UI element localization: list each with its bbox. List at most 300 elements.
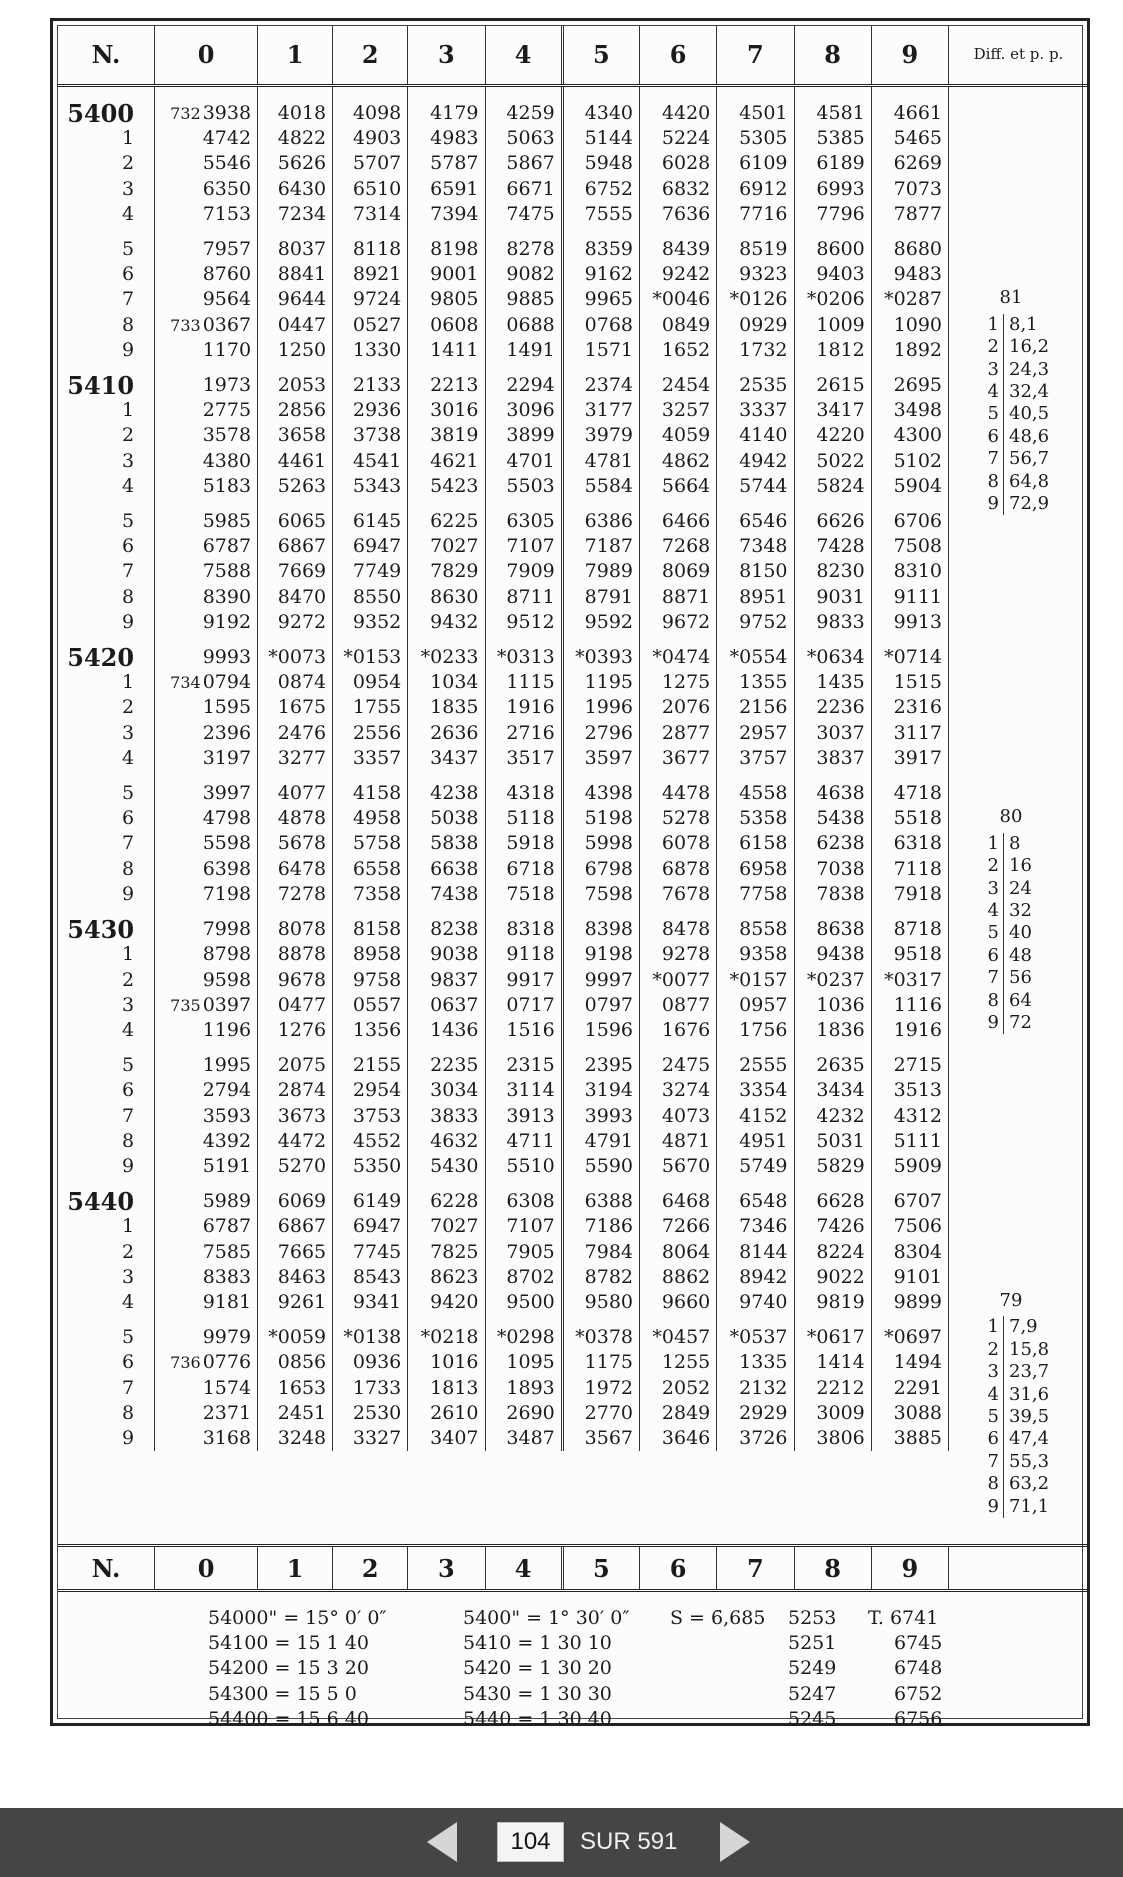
mantissa-value: 2690	[506, 1401, 555, 1424]
table-cell	[485, 1154, 562, 1179]
mantissa-value: 1916	[506, 696, 555, 719]
table-cell	[871, 1154, 948, 1179]
mantissa-value: 2535	[739, 374, 788, 397]
table-cell	[717, 499, 794, 534]
table-cell	[485, 831, 562, 856]
table-cell	[155, 86, 258, 127]
mantissa-value: 7598	[584, 882, 633, 905]
table-cell	[794, 1265, 871, 1290]
diff-cell	[949, 806, 1089, 1033]
table-cell	[258, 968, 333, 993]
table-cell	[333, 670, 408, 695]
mantissa-value: 1676	[661, 1018, 711, 1041]
table-cell	[640, 968, 717, 993]
diff-cell	[949, 1350, 1089, 1375]
table-cell	[408, 806, 485, 831]
diff-cell	[949, 313, 1089, 338]
table-cell	[485, 1129, 562, 1154]
row-number: 5	[121, 1326, 135, 1349]
table-cell	[485, 1018, 562, 1043]
mantissa-value: 7989	[584, 560, 633, 583]
table-cell	[333, 806, 408, 831]
mantissa-value: 7669	[277, 560, 327, 583]
diff-cell	[949, 151, 1089, 176]
table-cell	[794, 1043, 871, 1078]
mantissa-value: 5989	[202, 1190, 252, 1213]
table-cell	[640, 474, 717, 499]
table-cell	[562, 610, 639, 635]
mantissa-value: 0688	[506, 313, 555, 336]
mantissa-value: 3593	[202, 1104, 252, 1127]
mantissa-value: 6466	[661, 510, 711, 533]
mantissa-value: 3354	[739, 1079, 788, 1102]
mantissa-value: *0537	[729, 1326, 788, 1349]
table-cell	[794, 474, 871, 499]
table-cell	[562, 1426, 639, 1451]
table-cell	[717, 363, 794, 398]
table-cell	[155, 363, 258, 398]
mantissa-value: 8543	[352, 1265, 402, 1288]
table-cell	[258, 610, 333, 635]
page-number-input[interactable]	[497, 1822, 564, 1862]
mantissa-value: *0059	[268, 1326, 327, 1349]
table-cell	[485, 1290, 562, 1315]
mantissa-value: 1516	[506, 1018, 555, 1041]
mantissa-value: 5584	[584, 474, 633, 497]
mantissa-value: 0447	[277, 313, 327, 336]
mantissa-value: 5664	[661, 474, 711, 497]
mantissa-value: 5144	[584, 127, 633, 150]
table-cell	[485, 313, 562, 338]
row-number: 5410	[67, 371, 135, 401]
mantissa-value: 3407	[430, 1426, 479, 1449]
table-cell	[871, 86, 948, 127]
header-digit: 6	[640, 26, 717, 86]
mantissa-value: 8069	[661, 560, 711, 583]
mantissa-value: 3833	[430, 1104, 479, 1127]
table-cell	[155, 907, 258, 942]
table-cell	[258, 1214, 333, 1239]
table-cell	[794, 86, 871, 127]
table-cell	[562, 1350, 639, 1375]
row-number: 5400	[67, 99, 135, 128]
mantissa-value: 4878	[277, 807, 327, 830]
mantissa-value: *0073	[268, 646, 327, 669]
table-cell	[485, 499, 562, 534]
mantissa-value: 1275	[661, 671, 711, 694]
mantissa-value: 9082	[506, 263, 555, 286]
mantissa-value: 5118	[506, 807, 555, 830]
table-cell	[333, 313, 408, 338]
mantissa-value: 8383	[202, 1265, 252, 1288]
mantissa-value: 1034	[430, 671, 479, 694]
table-cell	[485, 363, 562, 398]
mantissa-value: 4300	[893, 424, 942, 447]
mantissa-value: 9805	[430, 288, 479, 311]
pp-index: 2	[981, 1339, 1004, 1361]
mantissa-value: 0929	[739, 313, 788, 336]
table-cell	[717, 1401, 794, 1426]
mantissa-value: 8439	[661, 238, 711, 261]
table-cell	[640, 449, 717, 474]
mantissa-value: 1733	[352, 1376, 402, 1399]
table-cell	[871, 423, 948, 448]
table-cell	[155, 1401, 258, 1426]
mantissa-value: 9997	[584, 968, 633, 991]
mantissa-value: 5438	[816, 807, 865, 830]
mantissa-value: 9837	[430, 968, 479, 991]
mantissa-value: 1916	[893, 1018, 942, 1041]
table-cell	[485, 1426, 562, 1451]
mantissa-value: 9580	[584, 1290, 633, 1313]
mantissa-value: 2715	[893, 1054, 942, 1077]
mantissa-value: 2716	[506, 721, 555, 744]
mantissa-value: 2451	[277, 1401, 327, 1424]
table-cell	[408, 177, 485, 202]
table-cell	[333, 746, 408, 771]
table-cell	[794, 202, 871, 227]
mantissa-value: 9724	[352, 288, 402, 311]
mantissa-value: 3114	[506, 1079, 555, 1102]
table-cell	[333, 177, 408, 202]
pp-row	[981, 1473, 1071, 1495]
table-cell	[871, 287, 948, 312]
table-cell	[562, 1240, 639, 1265]
table-cell	[794, 1179, 871, 1214]
row-number: 5	[121, 782, 135, 805]
mantissa-value: 2291	[893, 1376, 942, 1399]
row-number: 8	[121, 857, 135, 880]
table-cell	[794, 534, 871, 559]
mantissa-value: 6912	[739, 177, 788, 200]
mantissa-value: 4552	[352, 1129, 402, 1152]
table-row	[58, 635, 1088, 670]
mantissa-value: 9833	[816, 610, 865, 633]
table-cell	[717, 771, 794, 806]
mantissa-value: 3819	[430, 424, 479, 447]
table-cell	[155, 771, 258, 806]
table-row	[58, 449, 1088, 474]
mantissa-value: 6430	[277, 177, 327, 200]
mantissa-value: 8623	[430, 1265, 479, 1288]
mantissa-value: 7428	[816, 535, 865, 558]
table-cell	[258, 882, 333, 907]
footer-digit: 9	[871, 1546, 948, 1591]
previous-page-arrow-icon[interactable]	[427, 1822, 457, 1862]
table-cell	[408, 262, 485, 287]
mantissa-value: 8064	[661, 1240, 711, 1263]
table-cell	[408, 942, 485, 967]
table-cell	[485, 398, 562, 423]
row-number: 1	[121, 127, 135, 150]
mantissa-value: 8398	[584, 918, 633, 941]
diff-cell	[949, 1154, 1089, 1179]
mantissa-value: 5263	[277, 474, 327, 497]
mantissa-value: 9512	[506, 610, 555, 633]
conversion-row	[58, 1656, 1088, 1681]
mantissa-value: 7829	[430, 560, 479, 583]
table-cell	[640, 610, 717, 635]
mantissa-value: 0954	[352, 671, 402, 694]
table-cell	[333, 1376, 408, 1401]
table-cell	[333, 1214, 408, 1239]
table-cell	[562, 721, 639, 746]
header-digit: 1	[258, 26, 333, 86]
table-cell	[794, 635, 871, 670]
pp-index: 4	[981, 1384, 1004, 1406]
mantissa-value: 1596	[584, 1018, 633, 1041]
row-number: 9	[121, 882, 135, 905]
mantissa-value: 0527	[352, 313, 402, 336]
table-cell	[485, 771, 562, 806]
table-cell	[155, 1129, 258, 1154]
mantissa-value: 4791	[584, 1129, 633, 1152]
pp-index: 1	[981, 833, 1004, 855]
s-value: 5251	[788, 1632, 837, 1655]
mantissa-value: 3337	[739, 399, 788, 422]
table-cell	[408, 907, 485, 942]
mantissa-value: 2213	[430, 374, 479, 397]
table-cell	[871, 1376, 948, 1401]
mantissa-value: *0617	[806, 1326, 865, 1349]
mantissa-value: 3753	[352, 1104, 402, 1127]
table-cell	[717, 1078, 794, 1103]
mantissa-prefix: 734	[170, 673, 201, 693]
table-cell	[717, 907, 794, 942]
mantissa-value: 7187	[584, 535, 633, 558]
table-cell	[640, 86, 717, 127]
mantissa-value: 5598	[202, 832, 252, 855]
mantissa-value: 8318	[506, 918, 555, 941]
mantissa-value: 1355	[739, 671, 788, 694]
mantissa-value: 1494	[893, 1351, 942, 1374]
table-cell	[562, 1179, 639, 1214]
table-body	[58, 86, 1088, 1517]
table-cell	[408, 126, 485, 151]
table-cell	[871, 499, 948, 534]
mantissa-value: 2454	[661, 374, 711, 397]
mantissa-value: 0957	[739, 993, 788, 1016]
table-cell	[258, 721, 333, 746]
arc-seconds-a: 54200 = 15 3 20	[208, 1657, 369, 1680]
mantissa-value: 7909	[506, 560, 555, 583]
table-cell	[717, 882, 794, 907]
table-cell	[794, 721, 871, 746]
table-cell	[562, 670, 639, 695]
mantissa-value: 9181	[202, 1290, 252, 1313]
table-cell	[717, 1376, 794, 1401]
table-footer-header	[58, 1544, 1088, 1592]
table-cell	[408, 313, 485, 338]
table-cell	[155, 806, 258, 831]
mantissa-value: 6149	[352, 1190, 402, 1213]
mantissa-value: 2133	[352, 374, 402, 397]
mantissa-value: 5503	[506, 474, 555, 497]
table-cell	[794, 1129, 871, 1154]
table-cell	[408, 1240, 485, 1265]
table-cell	[333, 423, 408, 448]
row-number: 5	[121, 510, 135, 533]
mantissa-value: 5948	[584, 152, 633, 175]
mantissa-prefix: 733	[170, 315, 201, 335]
table-cell	[717, 806, 794, 831]
mantissa-value: 9644	[277, 288, 327, 311]
table-cell	[794, 499, 871, 534]
table-cell	[794, 423, 871, 448]
mantissa-value: 5278	[661, 807, 711, 830]
diff-cell	[949, 449, 1089, 474]
arc-seconds-a: 54300 = 15 5 0	[208, 1682, 357, 1705]
table-cell	[155, 398, 258, 423]
header-digit: 3	[408, 26, 485, 86]
row-number: 4	[121, 746, 135, 769]
mantissa-value: 5102	[893, 449, 942, 472]
table-row	[58, 151, 1088, 176]
table-cell	[485, 721, 562, 746]
row-number: 8	[121, 1129, 135, 1152]
table-cell	[155, 1179, 258, 1214]
mantissa-value: *0378	[575, 1326, 633, 1349]
table-cell	[640, 1315, 717, 1350]
table-cell	[562, 1078, 639, 1103]
mantissa-value: 5678	[277, 832, 327, 855]
mantissa-value: 4179	[430, 102, 479, 124]
mantissa-prefix: 732	[170, 104, 201, 123]
mantissa-value: 8921	[352, 263, 402, 286]
table-cell	[333, 1078, 408, 1103]
mantissa-value: 4158	[352, 782, 402, 805]
table-cell	[717, 227, 794, 262]
pp-index: 7	[981, 1451, 1004, 1473]
mantissa-value: 9403	[816, 263, 865, 286]
mantissa-value: 1255	[661, 1351, 711, 1374]
table-cell	[871, 1129, 948, 1154]
table-cell	[871, 398, 948, 423]
mantissa-value: 4059	[661, 424, 711, 447]
mantissa-value: 9885	[506, 288, 555, 311]
mantissa-value: 9660	[661, 1290, 711, 1313]
mantissa-value: 5998	[584, 832, 633, 855]
mantissa-value: 3757	[739, 746, 788, 769]
table-row	[58, 806, 1088, 831]
mantissa-value: 3938	[202, 102, 252, 124]
mantissa-value: 4638	[816, 782, 865, 805]
table-cell	[258, 585, 333, 610]
table-cell	[794, 287, 871, 312]
mantissa-value: 8638	[816, 918, 865, 941]
next-page-arrow-icon[interactable]	[720, 1822, 750, 1862]
table-cell	[871, 882, 948, 907]
table-row	[58, 126, 1088, 151]
table-cell	[871, 1265, 948, 1290]
table-row	[58, 585, 1088, 610]
header-digit: 5	[562, 26, 639, 86]
logarithm-table	[58, 26, 1088, 1517]
table-cell	[794, 993, 871, 1018]
mantissa-value: 3993	[584, 1104, 633, 1127]
table-row	[58, 1104, 1088, 1129]
row-number: 7	[121, 560, 135, 583]
mantissa-value: 1356	[352, 1018, 402, 1041]
table-cell	[258, 695, 333, 720]
pp-index: 8	[981, 990, 1004, 1012]
table-cell	[717, 610, 794, 635]
diff-cell	[949, 1265, 1089, 1290]
mantissa-value: 4472	[277, 1129, 327, 1152]
diff-cell	[949, 227, 1089, 262]
mantissa-value: 4398	[584, 782, 633, 805]
pp-value: 8	[1009, 832, 1021, 854]
table-cell	[871, 831, 948, 856]
mantissa-value: 5343	[352, 474, 402, 497]
row-number: 5	[121, 238, 135, 261]
mantissa-value: 5787	[430, 152, 479, 175]
table-cell	[155, 1043, 258, 1078]
mantissa-value: *0077	[652, 968, 711, 991]
mantissa-value: 7118	[893, 857, 942, 880]
table-cell	[258, 398, 333, 423]
pp-index: 6	[981, 426, 1004, 448]
pp-value: 72	[1009, 1011, 1032, 1033]
table-cell	[408, 1265, 485, 1290]
table-cell	[155, 1290, 258, 1315]
table-cell	[333, 338, 408, 363]
table-cell	[258, 363, 333, 398]
table-cell	[408, 534, 485, 559]
mantissa-value: 8158	[352, 918, 402, 941]
mantissa-value: 1175	[584, 1351, 633, 1374]
mantissa-value: 1836	[816, 1018, 865, 1041]
mantissa-value: 8078	[277, 918, 327, 941]
pp-value: 40	[1009, 922, 1032, 944]
mantissa-value: 3257	[661, 399, 711, 422]
table-cell	[485, 227, 562, 262]
mantissa-value: 4942	[739, 449, 788, 472]
mantissa-value: 8862	[661, 1265, 711, 1288]
header-digit: 9	[871, 26, 948, 86]
table-cell	[871, 806, 948, 831]
mantissa-value: 6707	[893, 1190, 942, 1213]
table-cell	[258, 1290, 333, 1315]
diff-cell	[949, 1043, 1089, 1078]
row-number: 6	[121, 807, 135, 830]
table-cell	[562, 363, 639, 398]
table-row	[58, 1043, 1088, 1078]
row-number: 8	[121, 1401, 135, 1424]
table-cell	[640, 746, 717, 771]
mantissa-value: 7905	[506, 1240, 555, 1263]
mantissa-value: 1755	[352, 696, 402, 719]
table-cell	[871, 363, 948, 398]
table-cell	[562, 338, 639, 363]
pp-index: 1	[981, 1316, 1004, 1338]
diff-cell	[949, 202, 1089, 227]
table-cell	[871, 746, 948, 771]
table-cell	[562, 1154, 639, 1179]
conversion-row	[58, 1606, 1088, 1631]
table-cell	[408, 1179, 485, 1214]
table-cell	[562, 151, 639, 176]
mantissa-value: 2132	[739, 1376, 788, 1399]
mantissa-value: 5909	[893, 1154, 942, 1177]
mantissa-value: 9518	[893, 943, 942, 966]
table-cell	[155, 151, 258, 176]
table-cell	[640, 398, 717, 423]
table-cell	[717, 1179, 794, 1214]
table-cell	[717, 559, 794, 584]
table-cell	[717, 1290, 794, 1315]
mantissa-value: 2936	[352, 399, 402, 422]
